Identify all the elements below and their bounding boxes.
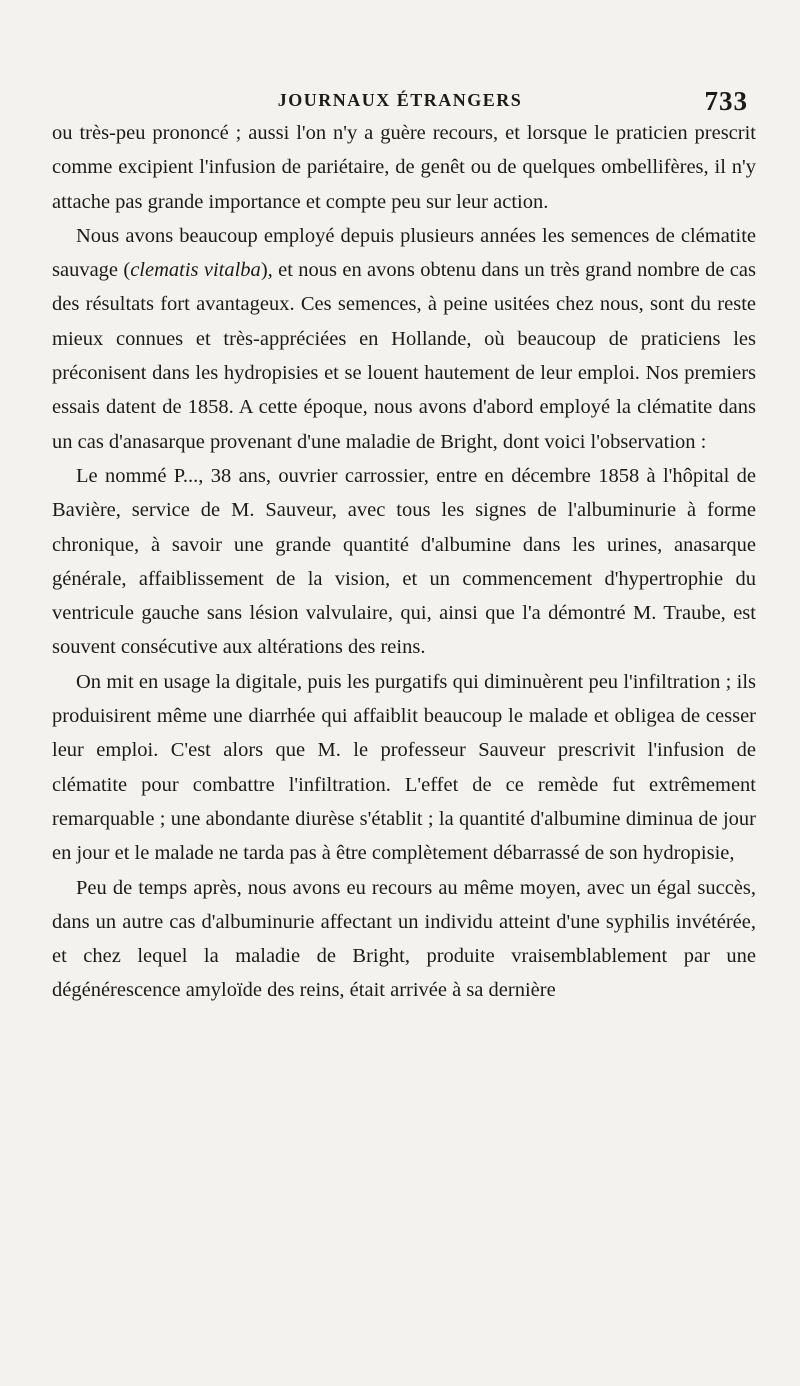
page-header [40, 86, 760, 118]
running-title: JOURNAUX ÉTRANGERS [277, 90, 523, 110]
paragraph-3 [52, 459, 756, 665]
paragraph-2 [52, 219, 756, 459]
paragraph-2-latin-name: clematis vitalba [130, 259, 261, 282]
paragraph-3-text: Le nommé P..., 38 ans, ouvrier carrossier, entre en décembre 1858 à l'hôpital de Bavière, service de M. Sauveur, avec tous les signes de l'albuminurie à forme chronique, à savoir une grande quantité d'albumine dans les urines, anasarque générale, affaiblissement de la vision, et un commencement d'hypertrophie du ventricule gauche sans lésion valvulaire, qui, ainsi que l'a démontré M. Traube, est souvent consécutive aux altérations des reins. [52, 464, 756, 659]
paragraph-2-text-end: ), et nous en avons obtenu dans un très grand nombre de cas des résultats fort avantageux. Ces semences, à peine usitées chez nous, sont du reste mieux connues et très-appréciées en Hollande, où beaucoup de praticiens les préconisent dans les hydropisies et se louent hautement de leur emploi. Nos premiers essais datent de 1858. A cette époque, nous avons d'abord employé la clématite dans un cas d'anasarque provenant d'une maladie de Bright, dont voici l'observation : [52, 259, 756, 453]
paragraph-4 [52, 665, 756, 871]
paragraph-5 [52, 871, 756, 1008]
paragraph-4-text: On mit en usage la digitale, puis les purgatifs qui diminuèrent peu l'infiltration ; ils produisirent même une diarrhée qui affaiblit beaucoup le malade et obligea de cesser leur emploi. C'est alors que M. le professeur Sauveur prescrivit l'infusion de clématite pour combattre l'infiltration. L'effet de ce remède fut extrêmement remarquable ; une abondante diurèse s'établit ; la quantité d'albumine diminua de jour en jour et le malade ne tarda pas à être complètement débarrassé de son hydropisie, [52, 670, 756, 865]
paragraph-5-text: Peu de temps après, nous avons eu recours au même moyen, avec un égal succès, dans un autre cas d'albuminurie affectant un individu atteint d'une syphilis invétérée, et chez lequel la maladie de Bright, produite vraisemblablement par une dégénérescence amyloïde des reins, était arrivée à sa dernière [52, 876, 756, 1002]
paragraph-1 [52, 116, 756, 219]
paragraph-1-text: ou très-peu prononcé ; aussi l'on n'y a guère recours, et lorsque le praticien prescrit comme excipient l'infusion de pariétaire, de genêt ou de quelques ombellifères, il n'y attache pas grande importance et compte peu sur leur action. [52, 122, 756, 213]
body-text [52, 116, 756, 1008]
page-number: 733 [704, 86, 748, 116]
paragraph-2-text-start: Nous avons beaucoup employé depuis plusieurs années les semences de clématite sauvage ( [52, 224, 756, 282]
